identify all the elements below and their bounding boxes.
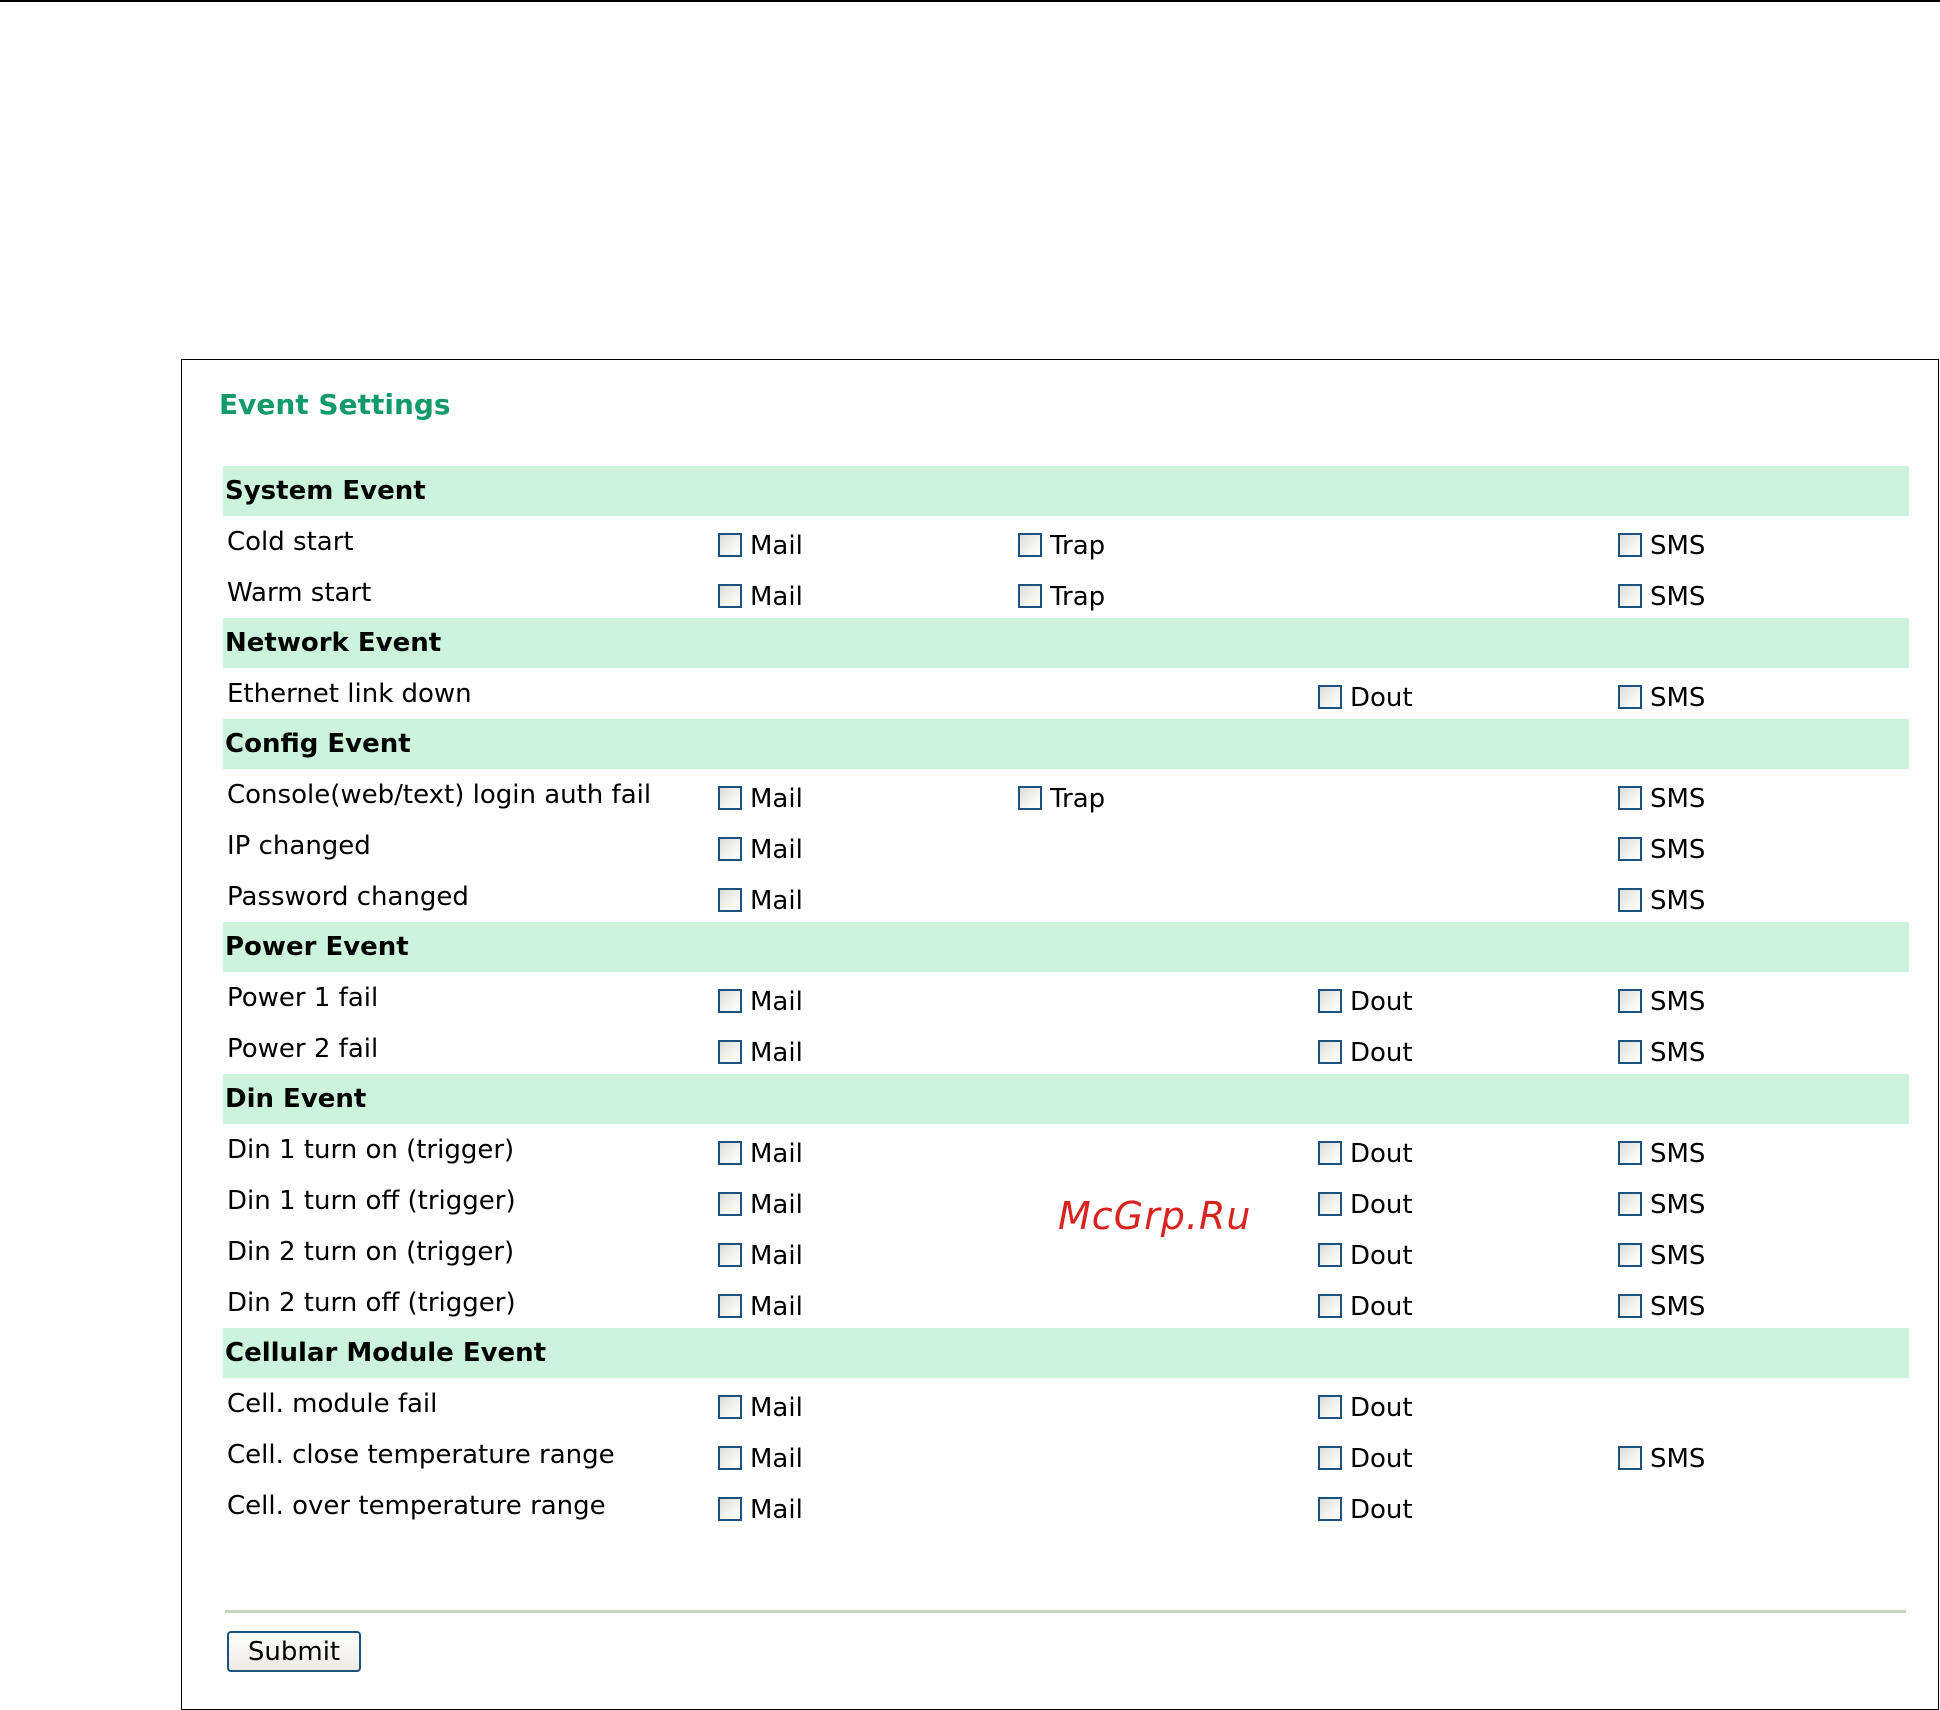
sms-label: SMS bbox=[1650, 784, 1706, 814]
sms-label: SMS bbox=[1650, 1038, 1706, 1068]
sms-checkbox[interactable] bbox=[1618, 837, 1642, 861]
mail-checkbox[interactable] bbox=[718, 1243, 742, 1267]
sms-option[interactable] bbox=[1618, 1138, 1705, 1168]
mail-checkbox[interactable] bbox=[718, 1446, 742, 1470]
mail-label: Mail bbox=[750, 1241, 803, 1271]
sms-label: SMS bbox=[1650, 582, 1706, 612]
dout-option[interactable] bbox=[1318, 1494, 1413, 1524]
event-label: Ethernet link down bbox=[227, 679, 472, 709]
event-label: Din 1 turn on (trigger) bbox=[227, 1135, 515, 1165]
mail-option[interactable] bbox=[718, 834, 803, 864]
sms-label: SMS bbox=[1650, 987, 1706, 1017]
sms-label: SMS bbox=[1650, 683, 1706, 713]
mail-label: Mail bbox=[750, 835, 803, 865]
watermark: McGrp.Ru bbox=[1058, 1194, 1252, 1238]
section-header: Config Event bbox=[223, 719, 1909, 769]
trap-option[interactable] bbox=[1018, 783, 1105, 813]
event-label: Din 1 turn off (trigger) bbox=[227, 1186, 516, 1216]
sms-option[interactable] bbox=[1618, 581, 1705, 611]
mail-checkbox[interactable] bbox=[718, 1141, 742, 1165]
mail-checkbox[interactable] bbox=[718, 989, 742, 1013]
sms-checkbox[interactable] bbox=[1618, 786, 1642, 810]
section-header: System Event bbox=[223, 466, 1909, 516]
dout-option[interactable] bbox=[1318, 682, 1413, 712]
sms-option[interactable] bbox=[1618, 1291, 1705, 1321]
sms-checkbox[interactable] bbox=[1618, 1446, 1642, 1470]
sms-label: SMS bbox=[1650, 1241, 1706, 1271]
mail-option[interactable] bbox=[718, 1240, 803, 1270]
dout-label: Dout bbox=[1350, 1139, 1413, 1169]
sms-checkbox[interactable] bbox=[1618, 685, 1642, 709]
trap-label: Trap bbox=[1050, 531, 1106, 561]
section-header: Din Event bbox=[223, 1074, 1909, 1124]
sms-label: SMS bbox=[1650, 835, 1706, 865]
mail-option[interactable] bbox=[718, 1189, 803, 1219]
dout-label: Dout bbox=[1350, 1495, 1413, 1525]
sms-checkbox[interactable] bbox=[1618, 1294, 1642, 1318]
mail-option[interactable] bbox=[718, 581, 803, 611]
event-row bbox=[223, 1429, 1909, 1480]
mail-checkbox[interactable] bbox=[718, 837, 742, 861]
sms-label: SMS bbox=[1650, 886, 1706, 916]
sms-option[interactable] bbox=[1618, 1189, 1705, 1219]
event-label: Cell. over temperature range bbox=[227, 1491, 606, 1521]
dout-option[interactable] bbox=[1318, 986, 1413, 1016]
event-row bbox=[223, 1023, 1909, 1074]
mail-option[interactable] bbox=[718, 986, 803, 1016]
dout-label: Dout bbox=[1350, 1393, 1413, 1423]
mail-checkbox[interactable] bbox=[718, 888, 742, 912]
sms-label: SMS bbox=[1650, 531, 1706, 561]
event-label: Console(web/text) login auth fail bbox=[227, 780, 652, 810]
mail-label: Mail bbox=[750, 1292, 803, 1322]
sms-label: SMS bbox=[1650, 1139, 1706, 1169]
mail-checkbox[interactable] bbox=[718, 584, 742, 608]
dout-option[interactable] bbox=[1318, 1291, 1413, 1321]
event-settings-panel bbox=[181, 359, 1939, 1710]
page-title: Event Settings bbox=[219, 388, 451, 421]
section-header: Cellular Module Event bbox=[223, 1328, 1909, 1378]
mail-checkbox[interactable] bbox=[718, 1040, 742, 1064]
sms-option[interactable] bbox=[1618, 783, 1705, 813]
dout-checkbox[interactable] bbox=[1318, 1446, 1342, 1470]
top-rule bbox=[0, 0, 1940, 2]
dout-option[interactable] bbox=[1318, 1240, 1413, 1270]
sms-checkbox[interactable] bbox=[1618, 584, 1642, 608]
event-row bbox=[223, 820, 1909, 871]
dout-label: Dout bbox=[1350, 1241, 1413, 1271]
dout-checkbox[interactable] bbox=[1318, 1294, 1342, 1318]
sms-option[interactable] bbox=[1618, 1240, 1705, 1270]
mail-label: Mail bbox=[750, 1190, 803, 1220]
divider bbox=[225, 1610, 1906, 1613]
mail-option[interactable] bbox=[718, 1494, 803, 1524]
sms-checkbox[interactable] bbox=[1618, 888, 1642, 912]
mail-option[interactable] bbox=[718, 1037, 803, 1067]
event-label: Cell. close temperature range bbox=[227, 1440, 615, 1470]
dout-checkbox[interactable] bbox=[1318, 989, 1342, 1013]
trap-checkbox[interactable] bbox=[1018, 786, 1042, 810]
dout-label: Dout bbox=[1350, 1038, 1413, 1068]
event-label: Password changed bbox=[227, 882, 469, 912]
mail-checkbox[interactable] bbox=[718, 786, 742, 810]
mail-checkbox[interactable] bbox=[718, 1497, 742, 1521]
mail-label: Mail bbox=[750, 1038, 803, 1068]
event-label: Power 1 fail bbox=[227, 983, 379, 1013]
event-row bbox=[223, 769, 1909, 820]
dout-checkbox[interactable] bbox=[1318, 1243, 1342, 1267]
trap-checkbox[interactable] bbox=[1018, 533, 1042, 557]
dout-label: Dout bbox=[1350, 1444, 1413, 1474]
event-label: Din 2 turn on (trigger) bbox=[227, 1237, 515, 1267]
trap-label: Trap bbox=[1050, 784, 1106, 814]
event-label: IP changed bbox=[227, 831, 371, 861]
sms-checkbox[interactable] bbox=[1618, 1040, 1642, 1064]
event-row bbox=[223, 871, 1909, 922]
mail-label: Mail bbox=[750, 1444, 803, 1474]
mail-label: Mail bbox=[750, 987, 803, 1017]
sms-option[interactable] bbox=[1618, 682, 1705, 712]
mail-option[interactable] bbox=[718, 530, 803, 560]
dout-checkbox[interactable] bbox=[1318, 1192, 1342, 1216]
sms-option[interactable] bbox=[1618, 1037, 1705, 1067]
mail-checkbox[interactable] bbox=[718, 1294, 742, 1318]
event-row bbox=[223, 516, 1909, 567]
event-row bbox=[223, 1480, 1909, 1531]
sms-option[interactable] bbox=[1618, 1443, 1705, 1473]
submit-button[interactable]: Submit bbox=[227, 1631, 361, 1672]
section-header: Power Event bbox=[223, 922, 1909, 972]
event-label: Warm start bbox=[227, 578, 372, 608]
sms-label: SMS bbox=[1650, 1444, 1706, 1474]
trap-checkbox[interactable] bbox=[1018, 584, 1042, 608]
dout-label: Dout bbox=[1350, 987, 1413, 1017]
dout-option[interactable] bbox=[1318, 1443, 1413, 1473]
sms-checkbox[interactable] bbox=[1618, 533, 1642, 557]
sms-checkbox[interactable] bbox=[1618, 989, 1642, 1013]
mail-option[interactable] bbox=[718, 783, 803, 813]
dout-label: Dout bbox=[1350, 683, 1413, 713]
dout-option[interactable] bbox=[1318, 1189, 1413, 1219]
sms-label: SMS bbox=[1650, 1292, 1706, 1322]
mail-label: Mail bbox=[750, 1393, 803, 1423]
event-row bbox=[223, 972, 1909, 1023]
event-row bbox=[223, 1277, 1909, 1328]
event-row bbox=[223, 1378, 1909, 1429]
mail-label: Mail bbox=[750, 582, 803, 612]
sms-checkbox[interactable] bbox=[1618, 1141, 1642, 1165]
mail-label: Mail bbox=[750, 886, 803, 916]
sms-label: SMS bbox=[1650, 1190, 1706, 1220]
dout-label: Dout bbox=[1350, 1292, 1413, 1322]
dout-option[interactable] bbox=[1318, 1392, 1413, 1422]
dout-checkbox[interactable] bbox=[1318, 1141, 1342, 1165]
event-label: Cell. module fail bbox=[227, 1389, 438, 1419]
mail-option[interactable] bbox=[718, 885, 803, 915]
event-row bbox=[223, 567, 1909, 618]
event-label: Power 2 fail bbox=[227, 1034, 379, 1064]
dout-checkbox[interactable] bbox=[1318, 1395, 1342, 1419]
sms-checkbox[interactable] bbox=[1618, 1243, 1642, 1267]
mail-option[interactable] bbox=[718, 1138, 803, 1168]
sms-option[interactable] bbox=[1618, 530, 1705, 560]
dout-option[interactable] bbox=[1318, 1138, 1413, 1168]
mail-option[interactable] bbox=[718, 1443, 803, 1473]
sms-option[interactable] bbox=[1618, 834, 1705, 864]
mail-checkbox[interactable] bbox=[718, 1395, 742, 1419]
mail-label: Mail bbox=[750, 1139, 803, 1169]
event-row bbox=[223, 668, 1909, 719]
event-table bbox=[223, 466, 1909, 1531]
mail-option[interactable] bbox=[718, 1291, 803, 1321]
section-header: Network Event bbox=[223, 618, 1909, 668]
trap-label: Trap bbox=[1050, 582, 1106, 612]
sms-option[interactable] bbox=[1618, 986, 1705, 1016]
mail-label: Mail bbox=[750, 1495, 803, 1525]
mail-option[interactable] bbox=[718, 1392, 803, 1422]
event-label: Cold start bbox=[227, 527, 354, 557]
trap-option[interactable] bbox=[1018, 581, 1105, 611]
dout-checkbox[interactable] bbox=[1318, 685, 1342, 709]
dout-checkbox[interactable] bbox=[1318, 1040, 1342, 1064]
mail-label: Mail bbox=[750, 784, 803, 814]
event-label: Din 2 turn off (trigger) bbox=[227, 1288, 516, 1318]
mail-checkbox[interactable] bbox=[718, 1192, 742, 1216]
trap-option[interactable] bbox=[1018, 530, 1105, 560]
dout-option[interactable] bbox=[1318, 1037, 1413, 1067]
dout-checkbox[interactable] bbox=[1318, 1497, 1342, 1521]
sms-checkbox[interactable] bbox=[1618, 1192, 1642, 1216]
mail-checkbox[interactable] bbox=[718, 533, 742, 557]
event-row bbox=[223, 1124, 1909, 1175]
dout-label: Dout bbox=[1350, 1190, 1413, 1220]
sms-option[interactable] bbox=[1618, 885, 1705, 915]
mail-label: Mail bbox=[750, 531, 803, 561]
